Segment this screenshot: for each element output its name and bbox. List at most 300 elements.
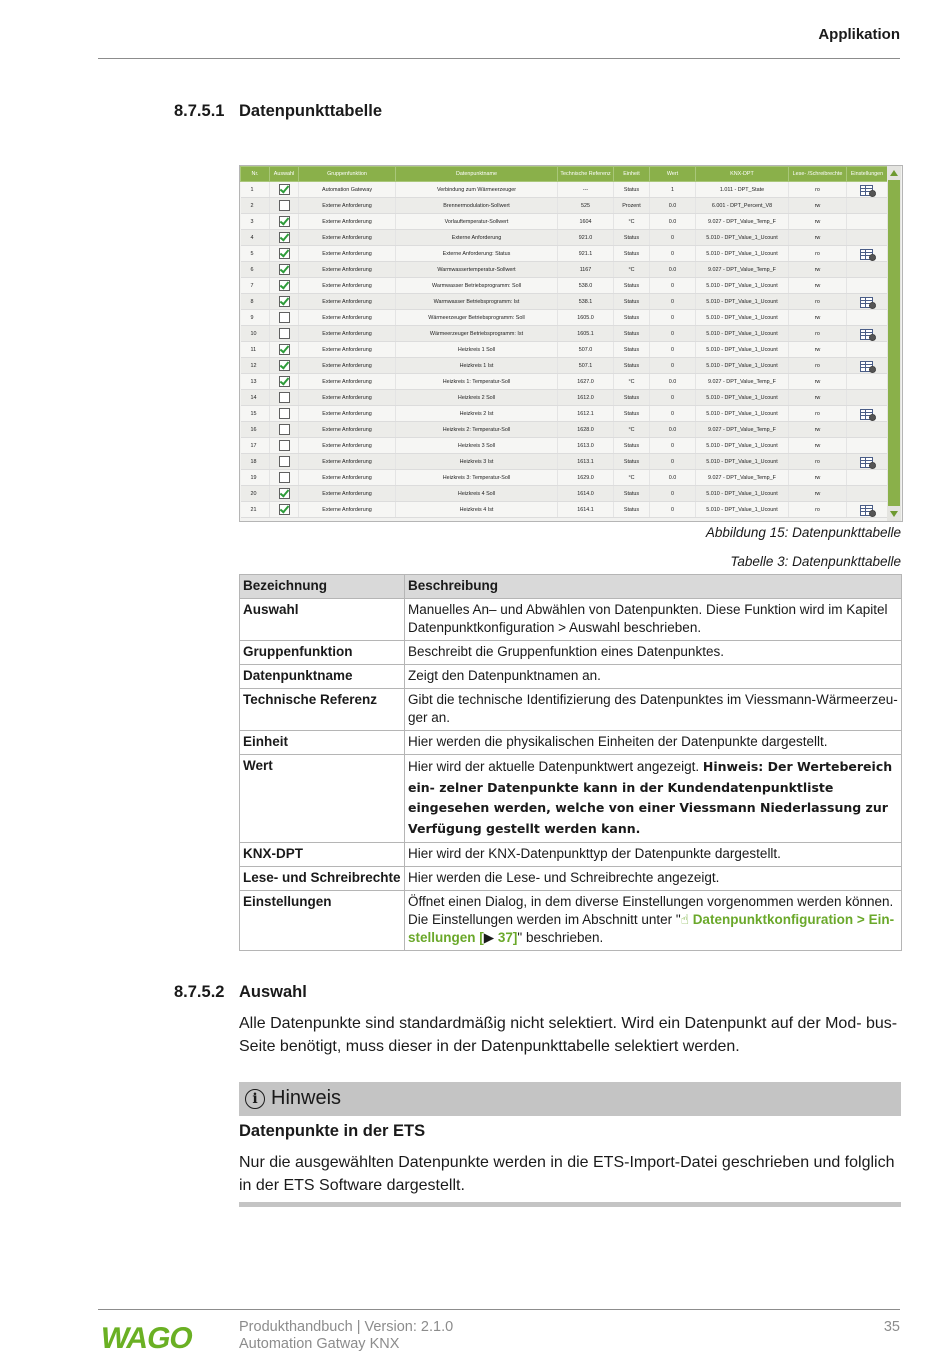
group-function: Externe Anforderung xyxy=(299,278,396,294)
checked-checkbox[interactable] xyxy=(279,360,290,371)
unit: Status xyxy=(614,246,650,262)
datapoint-name: Heizkreis 2 Soll xyxy=(396,390,558,406)
settings-cell xyxy=(847,358,888,374)
unit: Status xyxy=(614,182,650,198)
selection-cell xyxy=(270,326,299,342)
settings-cell xyxy=(847,294,888,310)
selection-cell xyxy=(270,198,299,214)
table-row xyxy=(240,599,902,641)
checked-checkbox[interactable] xyxy=(279,376,290,387)
settings-cell xyxy=(847,230,888,246)
row-number: 11 xyxy=(241,342,270,358)
knx-dpt: 9.027 - DPT_Value_Temp_F xyxy=(696,470,789,486)
row-number: 4 xyxy=(241,230,270,246)
selection-cell xyxy=(270,422,299,438)
settings-cell xyxy=(847,422,888,438)
knx-dpt: 9.027 - DPT_Value_Temp_F xyxy=(696,374,789,390)
table-caption: Tabelle 3: Datenpunkttabelle xyxy=(730,554,901,569)
table-row xyxy=(241,246,888,262)
settings-cell xyxy=(847,198,888,214)
row-number: 18 xyxy=(241,454,270,470)
knx-dpt: 5.010 - DPT_Value_1_Ucount xyxy=(696,486,789,502)
access-rights: rw xyxy=(789,422,847,438)
definition-text-end: " beschrieben. xyxy=(517,930,604,945)
table-settings-icon[interactable] xyxy=(860,297,874,307)
definition: Hier werden die physikalischen Einheiten der Datenpunkte dargestellt. xyxy=(405,731,902,755)
unit: Status xyxy=(614,278,650,294)
column-header: Lese- /Schreibrechte xyxy=(789,167,847,182)
term: Wert xyxy=(240,755,405,843)
page-number: 35 xyxy=(883,1319,900,1335)
datapoint-name: Wärmeerzeuger Betriebsprogramm: Soll xyxy=(396,310,558,326)
group-function: Externe Anforderung xyxy=(299,230,396,246)
unit: Status xyxy=(614,486,650,502)
group-function: Externe Anforderung xyxy=(299,454,396,470)
knx-dpt: 5.010 - DPT_Value_1_Ucount xyxy=(696,278,789,294)
datapoint-table-screenshot xyxy=(239,165,903,522)
unit: Status xyxy=(614,326,650,342)
section-number: 8.7.5.2 xyxy=(174,983,225,1001)
group-function: Externe Anforderung xyxy=(299,326,396,342)
selection-cell xyxy=(270,358,299,374)
datapoint-table-header xyxy=(241,167,888,182)
unit: °C xyxy=(614,262,650,278)
row-number: 13 xyxy=(241,374,270,390)
column-header: Einheit xyxy=(614,167,650,182)
note-bottom-rule xyxy=(239,1202,901,1207)
section-number: 8.7.5.1 xyxy=(174,102,225,120)
settings-cell xyxy=(847,406,888,422)
datapoint-name: Heizkreis 1 Soll xyxy=(396,342,558,358)
datapoint-name: Warmwasser Betriebsprogramm: Soll xyxy=(396,278,558,294)
technical-reference: 1614.0 xyxy=(558,486,614,502)
definition: Beschreibt die Gruppenfunktion eines Datenpunktes. xyxy=(405,641,902,665)
table-row xyxy=(240,731,902,755)
group-function: Automation Gateway xyxy=(299,182,396,198)
column-header: KNX-DPT xyxy=(696,167,789,182)
hand-pointer-icon: ☝ xyxy=(680,912,693,927)
selection-cell xyxy=(270,502,299,518)
access-rights: rw xyxy=(789,262,847,278)
knx-dpt: 9.027 - DPT_Value_Temp_F xyxy=(696,214,789,230)
term: Auswahl xyxy=(240,599,405,641)
value: 0 xyxy=(650,294,696,310)
wago-logo xyxy=(98,1322,194,1357)
definition: Zeigt den Datenpunktnamen an. xyxy=(405,665,902,689)
unit: Status xyxy=(614,294,650,310)
knx-dpt: 5.010 - DPT_Value_1_Ucount xyxy=(696,230,789,246)
table-settings-icon[interactable] xyxy=(860,185,874,195)
group-function: Externe Anforderung xyxy=(299,358,396,374)
group-function: Externe Anforderung xyxy=(299,406,396,422)
unit: Status xyxy=(614,310,650,326)
unit: Status xyxy=(614,230,650,246)
settings-cell xyxy=(847,262,888,278)
value: 0 xyxy=(650,246,696,262)
value: 0 xyxy=(650,486,696,502)
cross-reference-page[interactable]: 37] xyxy=(494,930,518,945)
table-row xyxy=(241,406,888,422)
unit: Status xyxy=(614,358,650,374)
column-header: Technische Referenz xyxy=(558,167,614,182)
unit: Status xyxy=(614,502,650,518)
value: 0 xyxy=(650,406,696,422)
value: 0 xyxy=(650,326,696,342)
access-rights: rw xyxy=(789,486,847,502)
unchecked-checkbox[interactable] xyxy=(279,200,290,211)
selection-cell xyxy=(270,454,299,470)
table-row xyxy=(240,843,902,867)
table-row xyxy=(241,374,888,390)
checked-checkbox[interactable] xyxy=(279,264,290,275)
datapoint-name: Heizkreis 2: Temperatur-Soll xyxy=(396,422,558,438)
checked-checkbox[interactable] xyxy=(279,184,290,195)
section-title: Auswahl xyxy=(239,983,307,1001)
row-number: 10 xyxy=(241,326,270,342)
unit: °C xyxy=(614,470,650,486)
table-row xyxy=(241,390,888,406)
scroll-up-arrow-icon[interactable] xyxy=(890,170,898,176)
table-row xyxy=(241,278,888,294)
unit: Status xyxy=(614,406,650,422)
table-settings-icon[interactable] xyxy=(860,505,874,515)
selection-cell xyxy=(270,278,299,294)
access-rights: rw xyxy=(789,230,847,246)
settings-cell xyxy=(847,214,888,230)
knx-dpt: 5.010 - DPT_Value_1_Ucount xyxy=(696,342,789,358)
settings-cell xyxy=(847,374,888,390)
technical-reference: 1629.0 xyxy=(558,470,614,486)
access-rights: ro xyxy=(789,326,847,342)
selection-cell xyxy=(270,438,299,454)
note-heading: Datenpunkte in der ETS xyxy=(239,1122,426,1140)
table-row xyxy=(241,470,888,486)
settings-cell xyxy=(847,326,888,342)
term: Technische Referenz xyxy=(240,689,405,731)
checked-checkbox[interactable] xyxy=(279,232,290,243)
value: 0 xyxy=(650,278,696,294)
value: 0 xyxy=(650,390,696,406)
access-rights: rw xyxy=(789,470,847,486)
technical-reference: 538.0 xyxy=(558,278,614,294)
value: 0 xyxy=(650,310,696,326)
definition: Gibt die technische Identifizierung des Datenpunktes im Viessmann-Wärmeerzeu- ger an. xyxy=(405,689,902,731)
settings-cell xyxy=(847,310,888,326)
settings-cell xyxy=(847,182,888,198)
group-function: Externe Anforderung xyxy=(299,262,396,278)
info-icon: i xyxy=(245,1089,265,1109)
value: 0 xyxy=(650,358,696,374)
description-table xyxy=(239,574,902,951)
group-function: Externe Anforderung xyxy=(299,390,396,406)
group-function: Externe Anforderung xyxy=(299,422,396,438)
technical-reference: 1167 xyxy=(558,262,614,278)
knx-dpt: 9.027 - DPT_Value_Temp_F xyxy=(696,422,789,438)
unchecked-checkbox[interactable] xyxy=(279,408,290,419)
table-row xyxy=(240,641,902,665)
group-function: Externe Anforderung xyxy=(299,438,396,454)
access-rights: ro xyxy=(789,454,847,470)
knx-dpt: 5.010 - DPT_Value_1_Ucount xyxy=(696,246,789,262)
checked-checkbox[interactable] xyxy=(279,344,290,355)
technical-reference: 1613.1 xyxy=(558,454,614,470)
footer-product-name: Automation Gatway KNX xyxy=(239,1336,400,1352)
access-rights: rw xyxy=(789,390,847,406)
column-header: Wert xyxy=(650,167,696,182)
knx-dpt: 5.010 - DPT_Value_1_Ucount xyxy=(696,310,789,326)
access-rights: ro xyxy=(789,294,847,310)
technical-reference: 507.0 xyxy=(558,342,614,358)
term: Einheit xyxy=(240,731,405,755)
knx-dpt: 1.011 - DPT_State xyxy=(696,182,789,198)
technical-reference: 1627.0 xyxy=(558,374,614,390)
row-number: 9 xyxy=(241,310,270,326)
footer-rule xyxy=(98,1309,900,1310)
access-rights: ro xyxy=(789,502,847,518)
unchecked-checkbox[interactable] xyxy=(279,328,290,339)
unchecked-checkbox[interactable] xyxy=(279,456,290,467)
row-number: 17 xyxy=(241,438,270,454)
table-settings-icon[interactable] xyxy=(860,409,874,419)
checked-checkbox[interactable] xyxy=(279,216,290,227)
table-row xyxy=(240,665,902,689)
row-number: 15 xyxy=(241,406,270,422)
table-row xyxy=(241,262,888,278)
selection-cell xyxy=(270,246,299,262)
technical-reference: 1605.0 xyxy=(558,310,614,326)
group-function: Externe Anforderung xyxy=(299,342,396,358)
datapoint-name: Externe Anforderung xyxy=(396,230,558,246)
datapoint-name: Heizkreis 4 Soll xyxy=(396,486,558,502)
access-rights: rw xyxy=(789,278,847,294)
table-row xyxy=(241,294,888,310)
settings-cell xyxy=(847,390,888,406)
settings-cell xyxy=(847,470,888,486)
column-header: Bezeichnung xyxy=(240,575,405,599)
checked-checkbox[interactable] xyxy=(279,280,290,291)
access-rights: ro xyxy=(789,246,847,262)
unit: Status xyxy=(614,454,650,470)
access-rights: rw xyxy=(789,374,847,390)
group-function: Externe Anforderung xyxy=(299,294,396,310)
scroll-down-arrow-icon[interactable] xyxy=(890,511,898,517)
hint-bold-text: Hinweis: Der Wertebereich ein- zelner Datenpunkte kann in der Kundendatenpunktliste eingesehen werden, welche von einer Viessmann Niederlassung zur Verfügung gestellt werden kann. xyxy=(408,759,893,836)
selection-cell xyxy=(270,342,299,358)
selection-cell xyxy=(270,486,299,502)
datapoint-name: Brennermodulation-Sollwert xyxy=(396,198,558,214)
table-row xyxy=(241,486,888,502)
datapoint-name: Externe Anforderung: Status xyxy=(396,246,558,262)
selection-cell xyxy=(270,294,299,310)
knx-dpt: 5.010 - DPT_Value_1_Ucount xyxy=(696,390,789,406)
selection-cell xyxy=(270,230,299,246)
settings-cell xyxy=(847,502,888,518)
value: 0.0 xyxy=(650,198,696,214)
group-function: Externe Anforderung xyxy=(299,310,396,326)
datapoint-name: Wärmeerzeuger Betriebsprogramm: Ist xyxy=(396,326,558,342)
column-header: Gruppenfunktion xyxy=(299,167,396,182)
unit: °C xyxy=(614,422,650,438)
knx-dpt: 5.010 - DPT_Value_1_Ucount xyxy=(696,454,789,470)
term: KNX-DPT xyxy=(240,843,405,867)
column-header: Nr. xyxy=(241,167,270,182)
unit: Status xyxy=(614,438,650,454)
knx-dpt: 5.010 - DPT_Value_1_Ucount xyxy=(696,438,789,454)
figure-caption: Abbildung 15: Datenpunkttabelle xyxy=(705,525,901,540)
checked-checkbox[interactable] xyxy=(279,296,290,307)
datapoint-name: Warmwasser Betriebsprogramm: Ist xyxy=(396,294,558,310)
term: Lese- und Schreibrechte xyxy=(240,867,405,891)
selection-cell xyxy=(270,390,299,406)
checked-checkbox[interactable] xyxy=(279,248,290,259)
settings-cell xyxy=(847,438,888,454)
group-function: Externe Anforderung xyxy=(299,246,396,262)
group-function: Externe Anforderung xyxy=(299,470,396,486)
knx-dpt: 6.001 - DPT_Percent_V8 xyxy=(696,198,789,214)
value: 0 xyxy=(650,230,696,246)
unchecked-checkbox[interactable] xyxy=(279,312,290,323)
knx-dpt: 5.010 - DPT_Value_1_Ucount xyxy=(696,358,789,374)
datapoint-name: Heizkreis 2 Ist xyxy=(396,406,558,422)
datapoint-name: Heizkreis 3: Temperatur-Soll xyxy=(396,470,558,486)
unit: °C xyxy=(614,374,650,390)
row-number: 6 xyxy=(241,262,270,278)
row-number: 5 xyxy=(241,246,270,262)
column-header: Beschreibung xyxy=(405,575,902,599)
access-rights: rw xyxy=(789,342,847,358)
selection-cell xyxy=(270,470,299,486)
access-rights: rw xyxy=(789,310,847,326)
definition-text: Öffnet einen Dialog, in dem diverse Einstellungen vorgenommen werden können. Die Einstellungen werden im Abschnitt unter " xyxy=(408,894,894,927)
row-number: 7 xyxy=(241,278,270,294)
datapoint-name: Heizkreis 1 Ist xyxy=(396,358,558,374)
settings-cell xyxy=(847,246,888,262)
value: 0.0 xyxy=(650,470,696,486)
access-rights: rw xyxy=(789,214,847,230)
term: Datenpunktname xyxy=(240,665,405,689)
note-label: Hinweis xyxy=(271,1087,342,1109)
technical-reference: 1604 xyxy=(558,214,614,230)
checked-checkbox[interactable] xyxy=(279,488,290,499)
row-number: 14 xyxy=(241,390,270,406)
term: Gruppenfunktion xyxy=(240,641,405,665)
access-rights: ro xyxy=(789,358,847,374)
table-row xyxy=(241,326,888,342)
table-row xyxy=(241,358,888,374)
value: 0.0 xyxy=(650,262,696,278)
unchecked-checkbox[interactable] xyxy=(279,392,290,403)
access-rights: ro xyxy=(789,182,847,198)
table-row xyxy=(241,422,888,438)
table-row xyxy=(241,438,888,454)
table-settings-icon[interactable] xyxy=(860,361,874,371)
table-row xyxy=(240,867,902,891)
unchecked-checkbox[interactable] xyxy=(279,424,290,435)
table-settings-icon[interactable] xyxy=(860,329,874,339)
technical-reference: 525 xyxy=(558,198,614,214)
technical-reference: 538.1 xyxy=(558,294,614,310)
running-header: Applikation xyxy=(818,26,900,43)
datapoint-name: Heizkreis 3 Ist xyxy=(396,454,558,470)
datapoint-name: Heizkreis 3 Soll xyxy=(396,438,558,454)
unchecked-checkbox[interactable] xyxy=(279,440,290,451)
unit: °C xyxy=(614,214,650,230)
checked-checkbox[interactable] xyxy=(279,504,290,515)
value: 0.0 xyxy=(650,374,696,390)
settings-cell xyxy=(847,486,888,502)
term: Einstellungen xyxy=(240,891,405,951)
technical-reference: 1612.0 xyxy=(558,390,614,406)
knx-dpt: 5.010 - DPT_Value_1_Ucount xyxy=(696,326,789,342)
row-number: 19 xyxy=(241,470,270,486)
table-scrollbar[interactable] xyxy=(887,166,901,521)
row-number: 1 xyxy=(241,182,270,198)
knx-dpt: 5.010 - DPT_Value_1_Ucount xyxy=(696,294,789,310)
access-rights: ro xyxy=(789,406,847,422)
table-row xyxy=(241,454,888,470)
table-row xyxy=(241,182,888,198)
body-paragraph: Alle Datenpunkte sind standardmäßig nicht selektiert. Wird ein Datenpunkt auf der Mod- bus-Seite benötigt, muss dieser in der Datenpunkttabelle selektiert werden. xyxy=(239,1015,898,1055)
table-row xyxy=(241,230,888,246)
technical-reference: 1605.1 xyxy=(558,326,614,342)
definition: Hier wird der KNX-Datenpunkttyp der Datenpunkte dargestellt. xyxy=(405,843,902,867)
row-number: 2 xyxy=(241,198,270,214)
row-number: 3 xyxy=(241,214,270,230)
table-row xyxy=(241,198,888,214)
logo-text: WAGO xyxy=(98,1322,194,1352)
scrollbar-thumb[interactable] xyxy=(888,180,900,506)
selection-cell xyxy=(270,310,299,326)
datapoint-table xyxy=(240,166,888,518)
cross-reference-link[interactable]: Datenpunktkonfiguration > Ein- stellungen [ xyxy=(408,912,895,945)
definition-text: Hier wird der aktuelle Datenpunktwert angezeigt. xyxy=(408,759,703,774)
knx-dpt: 5.010 - DPT_Value_1_Ucount xyxy=(696,406,789,422)
table-row xyxy=(241,310,888,326)
table-row xyxy=(241,214,888,230)
technical-reference: --- xyxy=(558,182,614,198)
value: 0 xyxy=(650,502,696,518)
value: 1 xyxy=(650,182,696,198)
selection-cell xyxy=(270,214,299,230)
row-number: 8 xyxy=(241,294,270,310)
knx-dpt: 9.027 - DPT_Value_Temp_F xyxy=(696,262,789,278)
value: 0 xyxy=(650,454,696,470)
column-header: Auswahl xyxy=(270,167,299,182)
unit: Prozent xyxy=(614,198,650,214)
technical-reference: 921.0 xyxy=(558,230,614,246)
row-number: 21 xyxy=(241,502,270,518)
table-settings-icon[interactable] xyxy=(860,457,874,467)
table-row xyxy=(240,891,902,951)
table-settings-icon[interactable] xyxy=(860,249,874,259)
value: 0.0 xyxy=(650,422,696,438)
row-number: 12 xyxy=(241,358,270,374)
knx-dpt: 5.010 - DPT_Value_1_Ucount xyxy=(696,502,789,518)
selection-cell xyxy=(270,262,299,278)
datapoint-name: Verbindung zum Wärmeerzeuger xyxy=(396,182,558,198)
datapoint-name: Warmwassertemperatur-Sollwert xyxy=(396,262,558,278)
technical-reference: 1613.0 xyxy=(558,438,614,454)
settings-cell xyxy=(847,342,888,358)
value: 0 xyxy=(650,342,696,358)
group-function: Externe Anforderung xyxy=(299,214,396,230)
note-text: Nur die ausgewählten Datenpunkte werden in die ETS-Import-Datei geschrieben und folglich in der ETS Software dargestellt. xyxy=(239,1154,895,1194)
selection-cell xyxy=(270,182,299,198)
unchecked-checkbox[interactable] xyxy=(279,472,290,483)
table-row xyxy=(240,755,902,843)
definition: Hier werden die Lese- und Schreibrechte angezeigt. xyxy=(405,867,902,891)
selection-cell xyxy=(270,374,299,390)
